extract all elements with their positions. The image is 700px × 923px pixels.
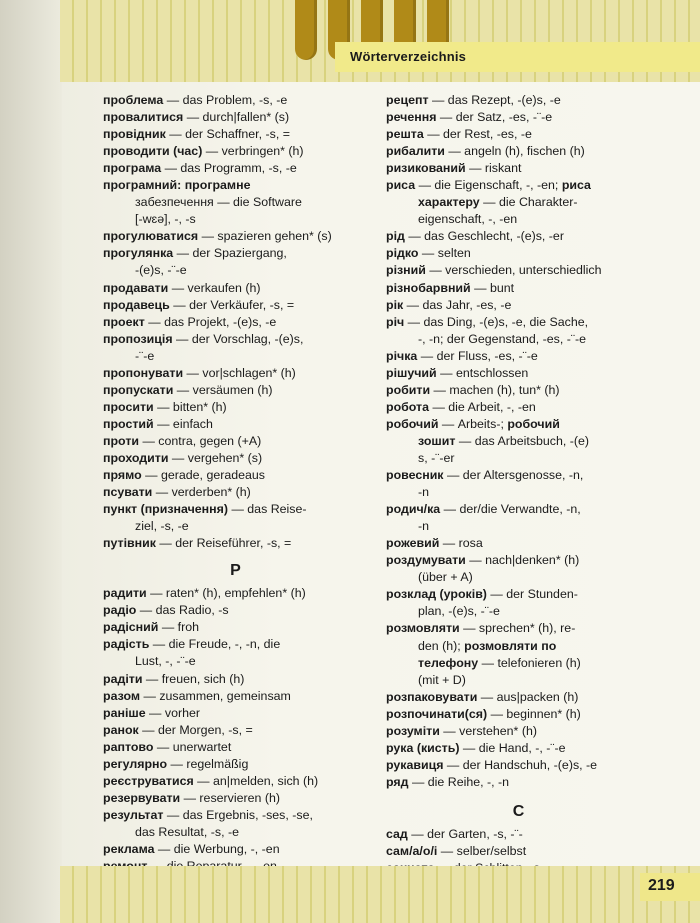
dictionary-entry [103, 416, 368, 433]
dictionary-entry [103, 602, 368, 619]
dictionary-entry [386, 689, 651, 706]
headword: рука (кисть) [386, 740, 460, 755]
dictionary-entry [103, 619, 368, 636]
dictionary-entry [386, 552, 651, 569]
dictionary-entry [103, 365, 368, 382]
headword: прогулянка [103, 246, 174, 261]
translation: (mit + D) [418, 672, 466, 687]
translation: — verschieden, unterschiedlich [425, 263, 602, 278]
translation: — gerade, geradeaus [141, 468, 266, 483]
dictionary-entry [103, 399, 368, 416]
dictionary-entry [386, 723, 651, 740]
letter-heading-r: Р [230, 562, 241, 580]
translation: — angeln (h), fischen (h) [444, 144, 585, 159]
dictionary-entry [103, 671, 368, 688]
headword: резервувати [103, 790, 181, 805]
dictionary-entry [386, 416, 651, 433]
dictionary-entry [103, 501, 368, 518]
dictionary-entry [386, 365, 651, 382]
headword: решта [386, 127, 424, 142]
translation: — an|melden, sich (h) [193, 773, 319, 788]
headword: речення [386, 110, 437, 125]
section-title: Wörterverzeichnis [350, 49, 467, 64]
translation: — die Werbung, -, -en [154, 841, 280, 856]
translation: — nach|denken* (h) [465, 553, 580, 568]
translation: ziel, -s, -e [135, 519, 189, 534]
translation: — machen (h), tun* (h) [430, 382, 560, 397]
headword: річ [386, 314, 405, 329]
dictionary-entry [386, 297, 651, 314]
translation: — verkaufen (h) [168, 280, 261, 295]
translation: — froh [158, 620, 200, 635]
headword: робочий [507, 416, 560, 431]
translation: — vergehen* (s) [168, 450, 263, 465]
entry-continuation [103, 194, 368, 211]
headword: розпаковувати [386, 689, 478, 704]
dictionary-entry [103, 126, 368, 143]
headword: телефону [418, 655, 479, 670]
translation: — raten* (h), empfehlen* (h) [146, 586, 306, 601]
dictionary-entry [386, 280, 651, 297]
dictionary-entry [103, 841, 368, 858]
headword: програма [103, 161, 162, 176]
headword: робити [386, 382, 431, 397]
translation: — der Morgen, -s, = [138, 722, 253, 737]
headword: річка [386, 348, 418, 363]
headword: прогулюватися [103, 229, 199, 244]
headword: пропозиція [103, 331, 173, 346]
headword: раніше [103, 705, 146, 720]
headword: розпочинати(ся) [386, 706, 488, 721]
entry-continuation [386, 518, 651, 535]
dictionary-entry [103, 790, 368, 807]
dictionary-entry [103, 177, 368, 194]
headword: ряд [386, 774, 409, 789]
entry-continuation [103, 262, 368, 279]
dictionary-entry [103, 756, 368, 773]
dictionary-entry [103, 314, 368, 331]
dictionary-entry [103, 143, 368, 160]
headword: роздумувати [386, 553, 466, 568]
dictionary-entry [386, 262, 651, 279]
dictionary-entry [386, 757, 651, 774]
translation: — das Geschlecht, -(e)s, -er [404, 229, 564, 244]
entry-continuation [386, 603, 651, 620]
dictionary-entry [386, 228, 651, 245]
entry-continuation [103, 653, 368, 670]
translation: — der Verkäufer, -s, = [169, 297, 295, 312]
translation: -¨-e [135, 348, 155, 363]
headword: рукавиця [386, 757, 444, 772]
translation: — der Reiseführer, -s, = [155, 536, 292, 551]
dictionary-entry [103, 92, 368, 109]
translation: — verstehen* (h) [439, 723, 537, 738]
translation: — rosa [439, 536, 483, 551]
translation: — verbringen* (h) [202, 144, 304, 159]
headword: провідник [103, 127, 166, 142]
dictionary-entry [103, 484, 368, 501]
entry-continuation [386, 569, 651, 586]
entry-continuation [386, 638, 651, 655]
translation: — der Fluss, -es, -¨-e [417, 348, 538, 363]
dictionary-entry [386, 501, 651, 518]
headword: проти [103, 433, 139, 448]
entry-continuation [386, 450, 651, 467]
dictionary-entry [103, 467, 368, 484]
translation: — beginnen* (h) [487, 706, 581, 721]
translation: [-wɛə], -, -s [135, 212, 196, 227]
headword: зошит [418, 433, 456, 448]
dictionary-entry [103, 382, 368, 399]
translation: das Resultat, -s, -e [135, 824, 239, 839]
translation: — Arbeits-; [438, 416, 508, 431]
translation: — verderben* (h) [152, 485, 251, 500]
dictionary-entry [386, 467, 651, 484]
dictionary-entry [386, 706, 651, 723]
translation: — einfach [153, 416, 213, 431]
dictionary-entry [386, 774, 651, 791]
translation: — der/die Verwandte, -n, [440, 502, 581, 517]
entry-continuation [386, 331, 651, 348]
headword: різний [386, 263, 426, 278]
dictionary-entry [103, 280, 368, 297]
headword: родич/ка [386, 502, 441, 517]
translation: — die Charakter- [479, 195, 578, 210]
headword: радість [103, 637, 150, 652]
dictionary-entry [386, 109, 651, 126]
dictionary-entry [103, 585, 368, 602]
dictionary-entry [103, 636, 368, 653]
translation: — regelmäßig [167, 756, 249, 771]
headword: проводити (час) [103, 144, 203, 159]
translation: — der Rest, -es, -e [423, 127, 532, 142]
entry-continuation [386, 672, 651, 689]
headword: робочий [386, 416, 439, 431]
dictionary-entry [386, 535, 651, 552]
headword: різнобарвний [386, 280, 471, 295]
headword: характеру [418, 195, 480, 210]
right-column [386, 92, 651, 877]
translation: eigenschaft, -, -en [418, 212, 518, 227]
headword: радити [103, 586, 147, 601]
dictionary-entry [103, 773, 368, 790]
headword: провалитися [103, 110, 184, 125]
translation: — der Satz, -es, -¨-e [436, 110, 553, 125]
letter-heading-s: С [512, 802, 525, 820]
headword: псувати [103, 485, 153, 500]
translation: — contra, gegen (+A) [139, 433, 262, 448]
headword: рибалити [386, 144, 445, 159]
translation: — der Spaziergang, [173, 246, 287, 261]
translation: — der Stunden- [486, 587, 578, 602]
dictionary-entry [386, 348, 651, 365]
translation: — bunt [470, 280, 515, 295]
headword: результат [103, 807, 164, 822]
headword: путівник [103, 536, 156, 551]
translation: — sprechen* (h), re- [459, 621, 576, 636]
entry-continuation [386, 211, 651, 228]
dictionary-entry [103, 109, 368, 126]
headword: пункт (призначення) [103, 502, 229, 517]
headword: рожевий [386, 536, 440, 551]
entries-letter-r-continued [386, 92, 651, 791]
entry-continuation [103, 824, 368, 841]
translation: — riskant [465, 161, 522, 176]
entry-continuation [386, 433, 651, 450]
translation: — das Problem, -s, -e [163, 93, 288, 107]
translation: — das Rezept, -(e)s, -e [428, 93, 561, 107]
translation: — das Jahr, -es, -e [403, 297, 512, 312]
headword: робота [386, 399, 430, 414]
translation: — unerwartet [153, 739, 232, 754]
headword: пропонувати [103, 365, 184, 380]
translation: — das Ergebnis, -ses, -se, [163, 807, 313, 822]
dictionary-entry [103, 160, 368, 177]
headword: розуміти [386, 723, 440, 738]
translation: — spazieren gehen* (s) [198, 229, 332, 244]
dictionary-entry [386, 382, 651, 399]
headword: раптово [103, 739, 154, 754]
dictionary-entry [103, 433, 368, 450]
translation: — die Reihe, -, -n [408, 774, 510, 789]
headword: сад [386, 826, 408, 841]
left-column [103, 92, 368, 875]
translation: — durch|fallen* (s) [183, 110, 290, 125]
translation: — der Altersgenosse, -n, [443, 468, 584, 483]
translation: — telefonieren (h) [478, 655, 581, 670]
headword: продавати [103, 280, 169, 295]
dictionary-entry [103, 722, 368, 739]
headword: рішучий [386, 365, 437, 380]
headword: ровесник [386, 468, 444, 483]
headword: пропускати [103, 382, 174, 397]
headword: рецепт [386, 93, 429, 107]
translation: — das Radio, -s [136, 603, 229, 618]
dictionary-entry [103, 297, 368, 314]
entry-continuation [103, 211, 368, 228]
translation: -n [418, 485, 430, 500]
headword: проект [103, 314, 145, 329]
entries-letter-p [103, 92, 368, 552]
translation: — versäumen (h) [173, 382, 273, 397]
translation: — vorher [145, 705, 201, 720]
dictionary-entry [386, 826, 651, 843]
translation: забезпечення — die Software [135, 195, 302, 210]
headword: риса [386, 178, 416, 193]
dictionary-entry [386, 586, 651, 603]
entries-letter-r [103, 585, 368, 875]
entry-continuation [386, 655, 651, 672]
headword: риса [561, 178, 591, 193]
translation: — selten [418, 246, 471, 261]
dictionary-entry [103, 535, 368, 552]
dictionary-entry [103, 705, 368, 722]
dictionary-entry [103, 331, 368, 348]
headword: ранок [103, 722, 139, 737]
page-number: 219 [648, 877, 675, 894]
dictionary-entry [103, 245, 368, 262]
dictionary-entry [386, 160, 651, 177]
translation: — die Freude, -, -n, die [149, 637, 281, 652]
translation: — das Projekt, -(e)s, -e [144, 314, 277, 329]
translation: den (h); [418, 638, 465, 653]
headword: розклад (уроків) [386, 587, 487, 602]
translation: plan, -(e)s, -¨-e [418, 604, 500, 619]
translation: — zusammen, gemeinsam [140, 688, 291, 703]
dictionary-entry [386, 740, 651, 757]
translation: — bitten* (h) [153, 399, 227, 414]
headword: разом [103, 688, 141, 703]
entry-continuation [386, 194, 651, 211]
headword: радіти [103, 671, 143, 686]
translation: — der Schaffner, -s, = [165, 127, 290, 142]
headword: просити [103, 399, 154, 414]
translation: — der Vorschlag, -(e)s, [172, 331, 304, 346]
translation: — aus|packen (h) [477, 689, 579, 704]
translation: — das Programm, -s, -e [161, 161, 297, 176]
headword: прямо [103, 468, 142, 483]
translation: — entschlossen [436, 365, 529, 380]
translation: — das Reise- [228, 502, 307, 517]
translation: — die Hand, -, -¨-e [459, 740, 566, 755]
headword: ризикований [386, 161, 466, 176]
headword: програмний: програмне [103, 178, 251, 193]
translation: — das Ding, -(e)s, -e, die Sache, [404, 314, 589, 329]
dictionary-entry [386, 399, 651, 416]
dictionary-entry [386, 314, 651, 331]
dictionary-entry [103, 450, 368, 467]
translation: — vor|schlagen* (h) [183, 365, 296, 380]
translation: — freuen, sich (h) [142, 671, 245, 686]
translation: — der Garten, -s, -¨- [407, 826, 523, 841]
translation: -n [418, 519, 430, 534]
entry-continuation [386, 484, 651, 501]
dictionary-entry [386, 843, 651, 860]
translation: — der Handschuh, -(e)s, -e [443, 757, 598, 772]
dictionary-entry [103, 228, 368, 245]
translation: (über + A) [418, 570, 473, 585]
headword: реєструватися [103, 773, 194, 788]
headword: розмовляти по [464, 638, 557, 653]
translation: -, -n; der Gegenstand, -es, -¨-e [418, 331, 587, 346]
dictionary-entry [386, 143, 651, 160]
headword: реклама [103, 841, 155, 856]
headword: рід [386, 229, 405, 244]
headword: рідко [386, 246, 419, 261]
translation: s, -¨-er [418, 450, 455, 465]
dictionary-entry [386, 177, 651, 194]
dictionary-entry [386, 245, 651, 262]
page-gutter-shadow [0, 0, 62, 923]
headword: рік [386, 297, 404, 312]
translation: — die Eigenschaft, -, -en; [415, 178, 562, 193]
dictionary-entry [386, 126, 651, 143]
footer-band [60, 866, 700, 923]
translation: — die Arbeit, -, -en [429, 399, 536, 414]
dictionary-entry [103, 688, 368, 705]
dictionary-entry [386, 92, 651, 109]
translation: -(e)s, -¨-e [135, 263, 187, 278]
translation: — selber/selbst [437, 843, 527, 858]
headword: радісний [103, 620, 159, 635]
entry-continuation [103, 518, 368, 535]
headword: проходити [103, 450, 169, 465]
translation: Lust, -, -¨-e [135, 654, 196, 669]
headword: продавець [103, 297, 170, 312]
entry-continuation [103, 348, 368, 365]
translation: — reservieren (h) [180, 790, 280, 805]
headword: радіо [103, 603, 137, 618]
headword: простий [103, 416, 154, 431]
headword: проблема [103, 93, 164, 107]
translation: — das Arbeitsbuch, -(e) [455, 433, 590, 448]
dictionary-entry [386, 620, 651, 637]
headword: розмовляти [386, 621, 460, 636]
headword: регулярно [103, 756, 168, 771]
dictionary-entry [103, 739, 368, 756]
dictionary-entry [103, 807, 368, 824]
headword: сам/а/о/і [386, 843, 438, 858]
